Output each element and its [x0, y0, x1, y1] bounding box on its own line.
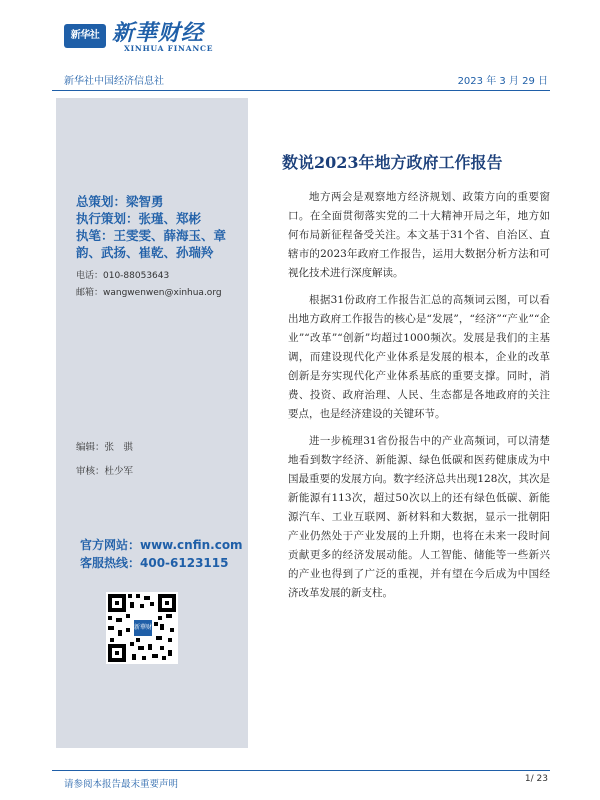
page-number: 1/ 23: [524, 774, 548, 784]
xinhua-logo: 新华社: [64, 24, 106, 48]
contact-email[interactable]: 邮箱：wangwenwen@xinhua.org: [76, 288, 222, 298]
qr-code-image: [106, 592, 178, 664]
reviewer-name: 审核：杜少军: [76, 466, 134, 477]
report-body: [288, 188, 550, 611]
footer-divider: [52, 770, 550, 771]
report-title: 数说2023年地方政府工作报告: [282, 153, 503, 172]
report-date: 2023 年 3 月 29 日: [457, 76, 548, 87]
header-divider: [52, 90, 550, 91]
disclaimer-note: 请参阅本报告最末重要声明: [64, 779, 179, 790]
credit-exec-planner: 执行策划：张瑾、郑彬: [76, 211, 202, 226]
credit-writers: 执笔：王雯雯、薛海玉、章韵、武扬、崔乾、孙瑞羚: [76, 228, 227, 260]
editors-block: [76, 436, 133, 484]
credit-chief-planner: 总策划：梁智勇: [76, 194, 164, 209]
paragraph-intro: 地方两会是观察地方经济规划、政策方向的重要窗口。在全面贯彻落实党的二十大精神开局之年，地方如何布局新征程备受关注。本文基于31个省、自治区、直辖市的2023年政府工作报告，运用大数据分析方法和可视化技术进行深度解读。: [288, 191, 550, 279]
contact-block: [76, 268, 222, 302]
qr-finder-top-left: [108, 594, 126, 612]
site-block: [80, 536, 243, 572]
qr-finder-top-right: [158, 594, 176, 612]
paragraph-industries: 进一步梳理31省份报告中的产业高频词，可以清楚地看到数字经济、新能源、绿色低碳和医药健康成为中国最重要的发展方向。数字经济总共出现128次，其次是新能源有113次，超过50次以上的还有绿色低碳、新能源汽车、工业互联网、新材料和大数据，显示一批朝阳产业仍然处于产业发展的上升期，也将在未来一段时间贡献更多的经济发展动能。人工智能、储能等一些新兴的产业也得到了广泛的重视，并有望在今后成为中国经济改革发展的新支柱。: [288, 435, 550, 599]
paragraph-word-cloud: 根据31份政府工作报告汇总的高频词云图，可以看出地方政府工作报告的核心是“发展”，“经济”“产业”“企业”“改革”“创新”均超过1000频次。发展是我们的主基调，而建设现代化产业体系是发展的根本，企业的改革创新是夯实现代化产业体系基底的重要支撑。同时，消费、投资、政府治理、人民、生态都是各地政府的关注要点，也是经济建设的关键环节。: [288, 294, 550, 420]
contact-phone: 电话：010-88053643: [76, 271, 170, 281]
qr-finder-bottom-left: [108, 644, 126, 662]
brand-name-en: XINHUA FINANCE: [124, 44, 214, 53]
brand-name-cn: 新華财经: [112, 20, 205, 46]
agency-name: 新华社中国经济信息社: [64, 76, 164, 87]
service-hotline: 客服热线：400-6123115: [80, 556, 229, 570]
credits-block: [76, 193, 246, 261]
qr-center-logo: 新華财经: [134, 620, 152, 636]
editor-name: 编辑：张 骐: [76, 442, 134, 453]
official-website-link[interactable]: 官方网站：www.cnfin.com: [80, 538, 243, 552]
